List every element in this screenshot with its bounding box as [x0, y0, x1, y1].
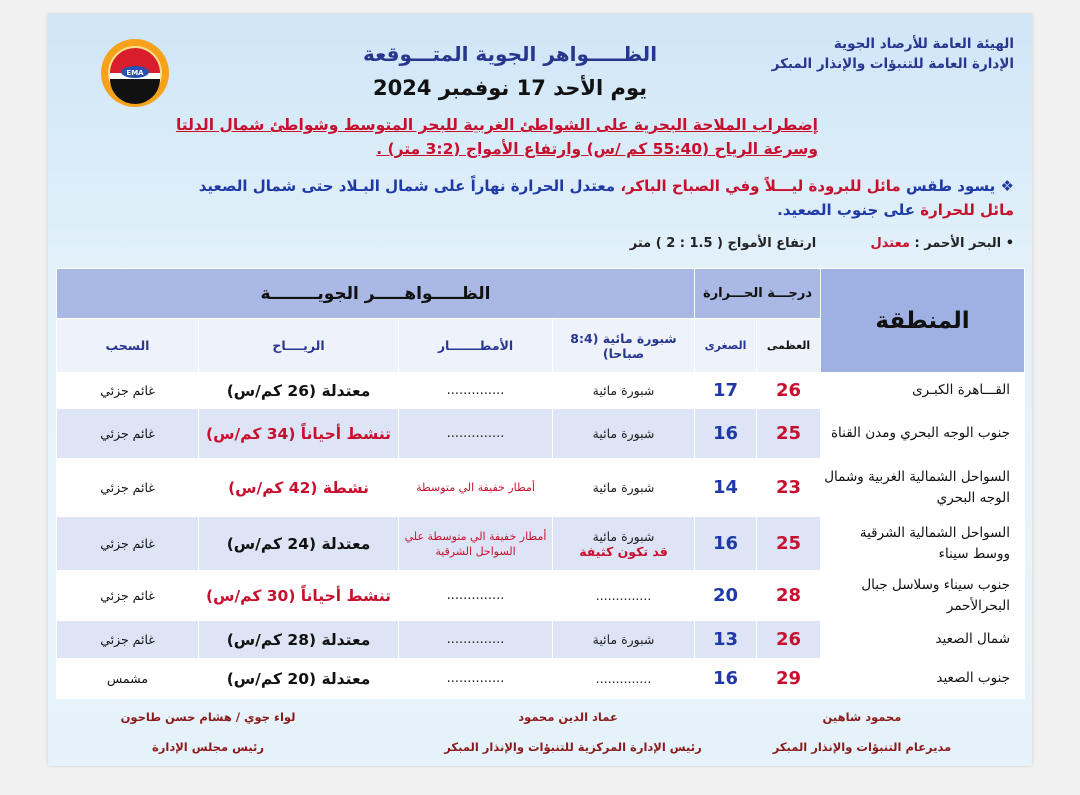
summary-bullet-icon: ❖	[1000, 177, 1014, 195]
fog-cell: شبورة مائية	[553, 459, 695, 517]
max-temp-cell: 23	[757, 459, 821, 517]
max-temp-cell: 25	[757, 409, 821, 459]
rain-cell: ..............	[399, 373, 553, 409]
table-row	[57, 517, 1025, 571]
temperature-header: درجـــة الحـــرارة	[695, 269, 821, 319]
fog-cell: شبورة مائية	[553, 621, 695, 659]
fog-cell: ..............	[553, 571, 695, 621]
fog-cell: شبورة مائية	[553, 373, 695, 409]
rain-cell: أمطار خفيفة الي متوسطة	[399, 459, 553, 517]
table-row	[57, 621, 1025, 659]
min-temp-cell: 16	[695, 659, 757, 699]
forecast-sheet	[48, 14, 1032, 766]
min-temp-cell: 16	[695, 517, 757, 571]
max-temp-cell: 26	[757, 373, 821, 409]
wind-cell: معتدلة (26 كم/س)	[199, 373, 399, 409]
cloud-cell: غائم جزئي	[57, 621, 199, 659]
table-row	[57, 571, 1025, 621]
red-sea-status	[414, 236, 1014, 251]
summary-part-6: على جنوب الصعيد.	[777, 201, 916, 219]
wind-cell: تنشط أحياناً (30 كم/س)	[199, 571, 399, 621]
wind-header: الريــــاح	[199, 319, 399, 373]
signature-middle-title: رئيس الإدارة المركزية للتنبؤات والإنذار المبكر	[444, 740, 702, 754]
fog-cell	[553, 517, 695, 571]
table-row	[57, 459, 1025, 517]
weather-summary	[134, 174, 1014, 222]
red-sea-label: البحر الأحمر :	[914, 236, 1002, 251]
max-temp-cell: 26	[757, 621, 821, 659]
forecast-date: يوم الأحد 17 نوفمبر 2024	[373, 76, 647, 100]
cloud-cell: غائم جزئي	[57, 459, 199, 517]
min-temp-header: الصغرى	[695, 319, 757, 373]
org-line-2: الإدارة العامة للتنبؤات والإنذار المبكر	[771, 56, 1014, 72]
region-cell: شمال الصعيد	[821, 621, 1025, 659]
org-line-1: الهيئة العامة للأرصاد الجوية	[833, 36, 1014, 52]
rain-cell: ..............	[399, 571, 553, 621]
forecast-table	[56, 268, 1025, 699]
min-temp-cell: 20	[695, 571, 757, 621]
max-temp-cell: 25	[757, 517, 821, 571]
min-temp-cell: 13	[695, 621, 757, 659]
table-row	[57, 409, 1025, 459]
page-title: الظـــــواهر الجوية المتـــوقعة	[362, 42, 658, 66]
cloud-cell: مشمس	[57, 659, 199, 699]
region-cell: جنوب سيناء وسلاسل جبال البحرالأحمر	[821, 571, 1025, 621]
ema-logo-icon	[98, 36, 172, 110]
rain-cell: أمطار خفيفة الي متوسطة علي السواحل الشرقية	[399, 517, 553, 571]
summary-part-3: معتدل الحرارة نهاراً	[470, 177, 616, 195]
min-temp-cell: 17	[695, 373, 757, 409]
rain-cell: ..............	[399, 621, 553, 659]
region-cell: السواحل الشمالية الغربية وشمال الوجه البحري	[821, 459, 1025, 517]
cloud-cell: غائم جزئي	[57, 517, 199, 571]
cloud-header: السحب	[57, 319, 199, 373]
red-sea-waves: ارتفاع الأمواج ( 1.5 : 2 ) متر	[629, 236, 817, 251]
marine-warning-line-2: وسرعة الرياح (55:40 كم /س) وارتفاع الأمواج (3:2 متر) .	[376, 140, 818, 158]
red-sea-value: معتدل	[870, 236, 910, 251]
cloud-cell: غائم جزئي	[57, 409, 199, 459]
signature-middle-name: عماد الدين محمود	[518, 710, 618, 724]
fog-cell: شبورة مائية	[553, 409, 695, 459]
cloud-cell: غائم جزئي	[57, 373, 199, 409]
fog-text: شبورة مائية	[592, 528, 655, 544]
region-cell: جنوب الوجه البحري ومدن القناة	[821, 409, 1025, 459]
organization-name	[772, 34, 1014, 74]
region-cell: القـــاهرة الكبـرى	[821, 373, 1025, 409]
wind-cell: معتدلة (28 كم/س)	[199, 621, 399, 659]
region-cell: جنوب الصعيد	[821, 659, 1025, 699]
summary-part-5: مائل للحرارة	[920, 201, 1014, 219]
region-cell: السواحل الشمالية الشرقية ووسط سيناء	[821, 517, 1025, 571]
rain-cell: ..............	[399, 659, 553, 699]
region-header: المنطقة	[821, 269, 1025, 373]
table-row	[57, 373, 1025, 409]
max-temp-header: العظمى	[757, 319, 821, 373]
summary-part-1: يسود طقس	[905, 177, 996, 195]
signature-left-title: رئيس مجلس الإدارة	[151, 740, 264, 754]
max-temp-cell: 28	[757, 571, 821, 621]
logo-text: EMA	[126, 69, 144, 77]
fog-dense-note: قد تكون كثيفة	[579, 543, 668, 559]
fog-header: شبورة مائية (8:4 صباحا)	[553, 319, 695, 373]
red-sea-bullet-icon: •	[1005, 236, 1014, 251]
wind-cell: تنشط أحياناً (34 كم/س)	[199, 409, 399, 459]
min-temp-cell: 16	[695, 409, 757, 459]
signature-right-title: مديرعام التنبؤات والإنذار المبكر	[772, 740, 952, 754]
marine-warning-line-1: إضطراب الملاحة البحرية على الشواطئ الغربية للبحر المتوسط وشواطئ شمال الدلتا	[175, 116, 818, 134]
rain-cell: ..............	[399, 409, 553, 459]
wind-cell: نشطة (42 كم/س)	[199, 459, 399, 517]
signature-left-name: لواء جوي / هشام حسن طاحون	[120, 710, 296, 724]
phenomena-header: الظـــــواهـــــر الجويــــــــة	[57, 269, 695, 319]
wind-cell: معتدلة (24 كم/س)	[199, 517, 399, 571]
table-row	[57, 659, 1025, 699]
cloud-cell: غائم جزئي	[57, 571, 199, 621]
min-temp-cell: 14	[695, 459, 757, 517]
wind-cell: معتدلة (20 كم/س)	[199, 659, 399, 699]
rain-header: الأمطـــــــار	[399, 319, 553, 373]
summary-part-2: مائل للبرودة ليـــلاً وفي الصباح الباكر،	[620, 177, 901, 195]
max-temp-cell: 29	[757, 659, 821, 699]
summary-part-4: على شمال البـلاد حتى شمال الصعيد	[198, 177, 466, 195]
fog-cell: ..............	[553, 659, 695, 699]
signature-right-name: محمود شاهين	[822, 710, 902, 724]
